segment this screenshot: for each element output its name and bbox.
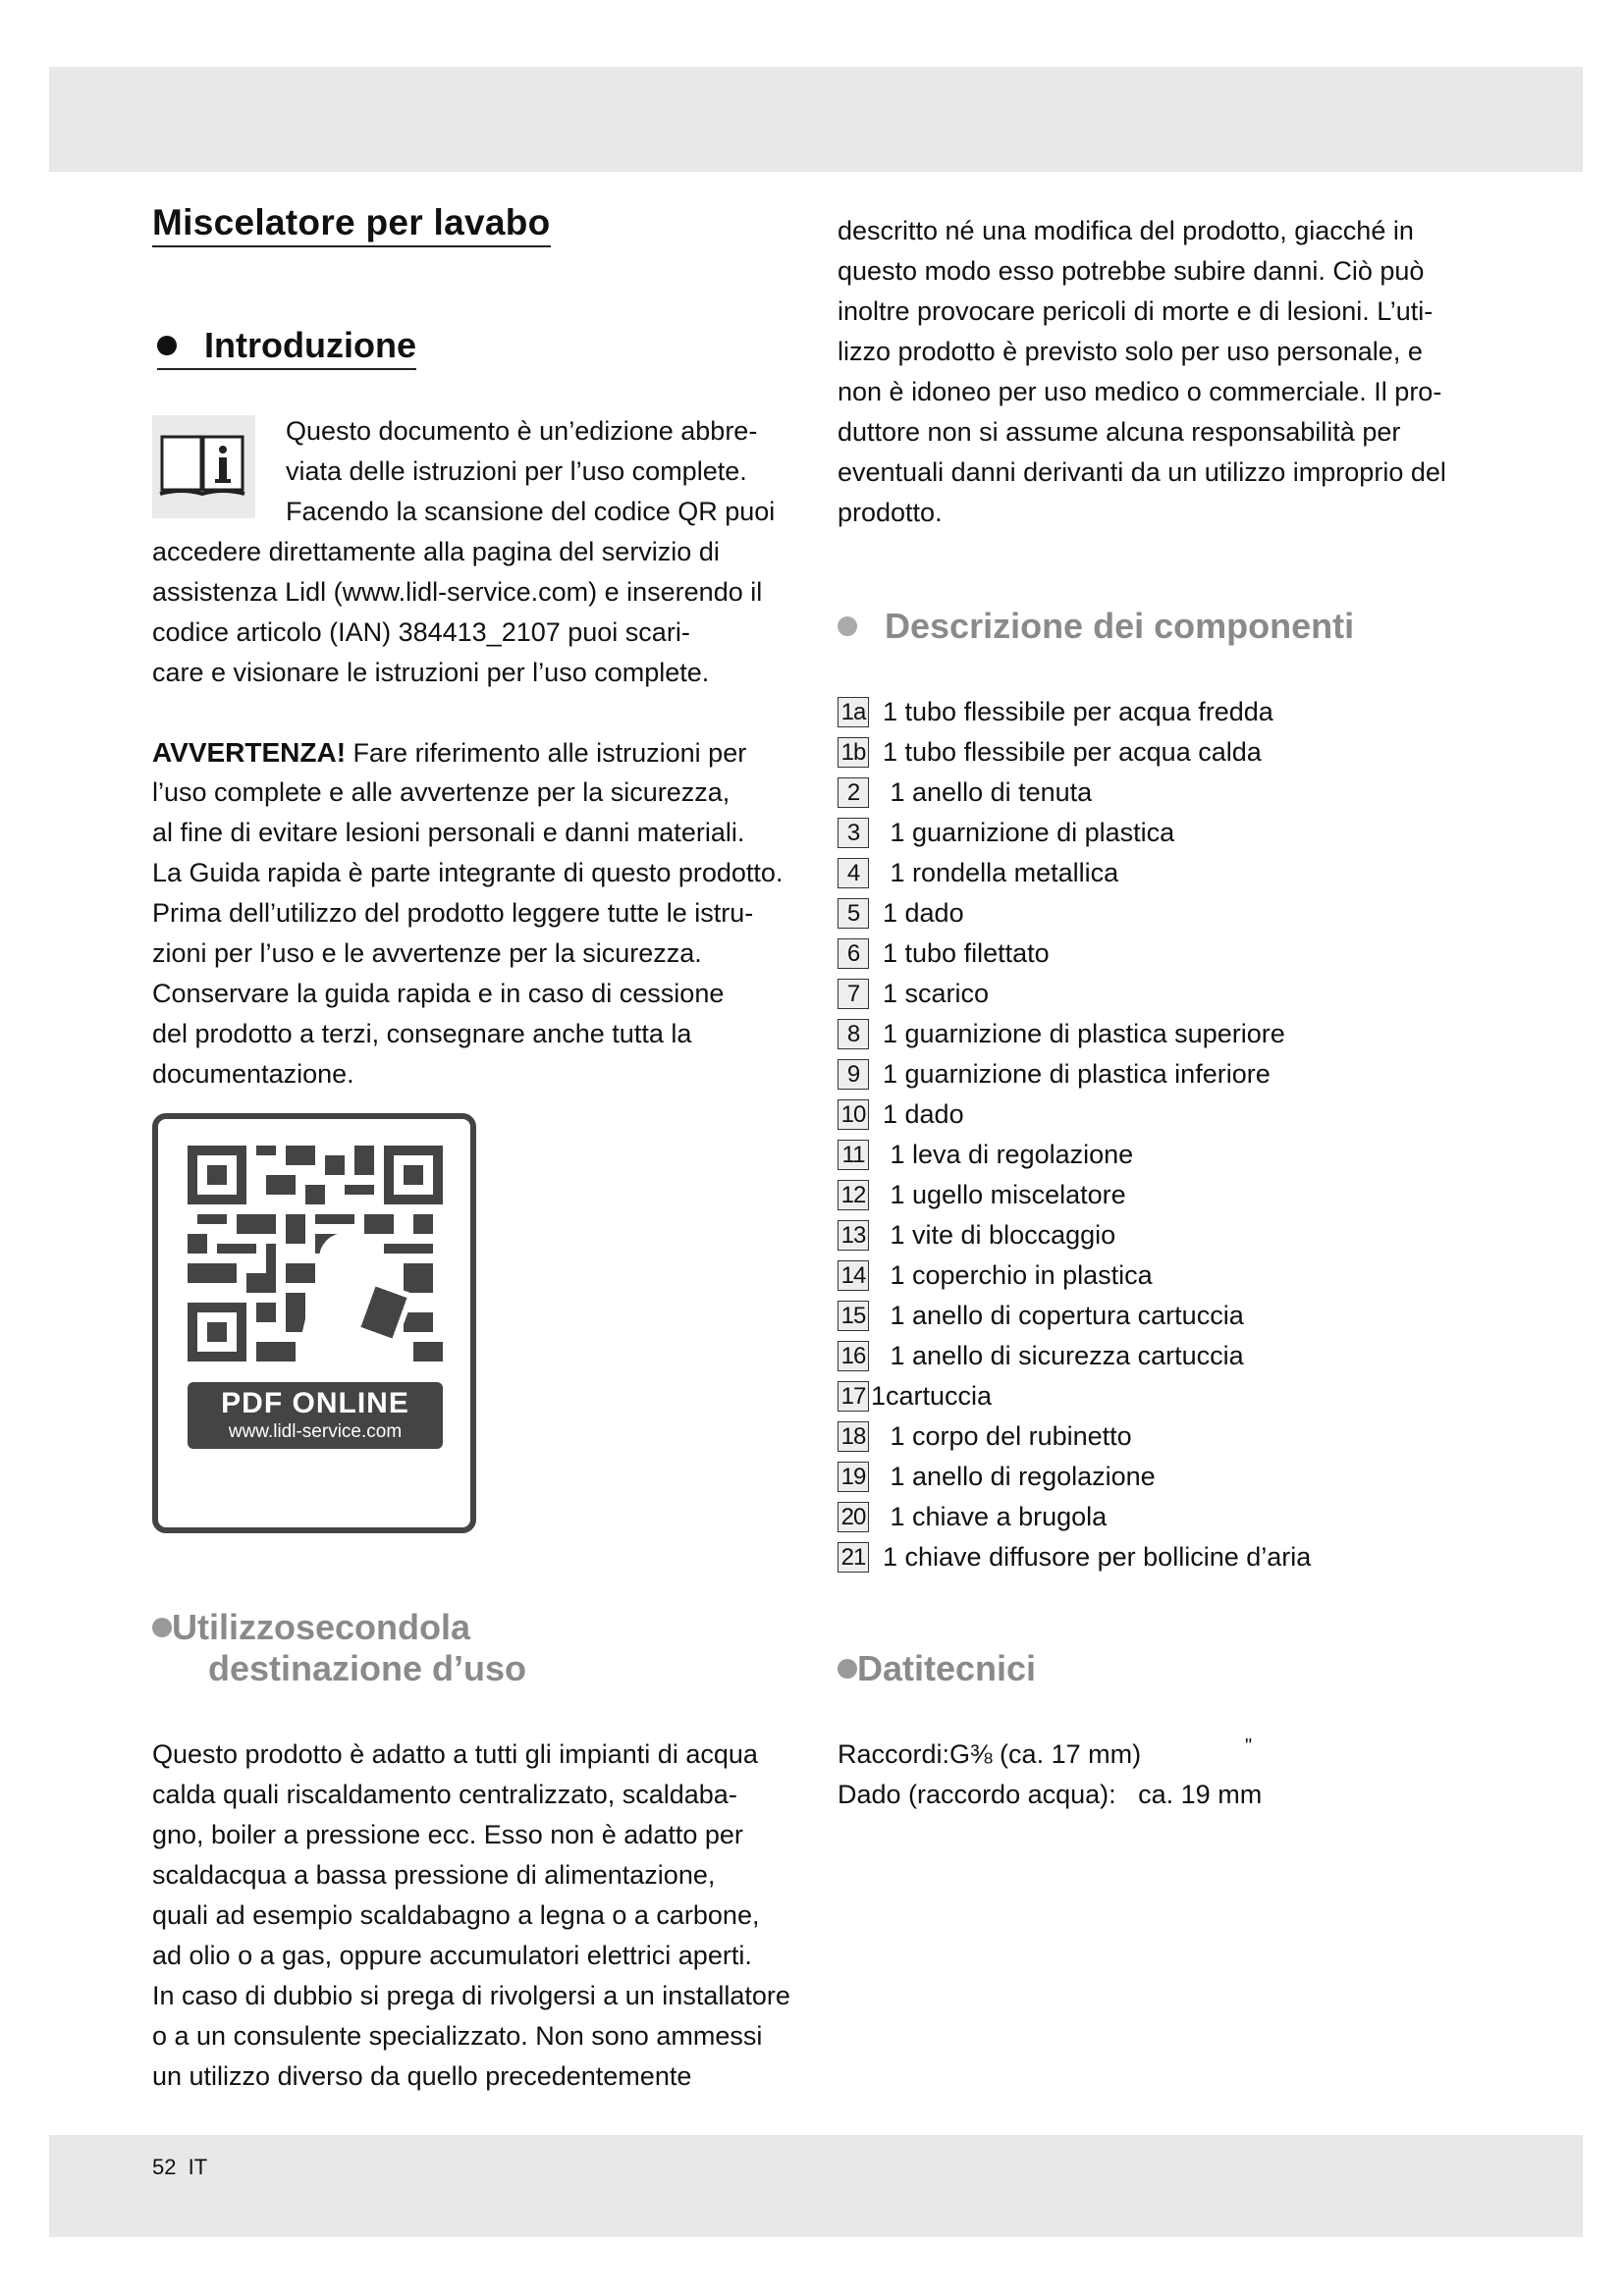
component-number: 8 xyxy=(838,1019,869,1049)
text-line: o a un consulente specializzato. Non sono ammessi xyxy=(152,2021,763,2051)
intro-paragraph xyxy=(152,411,775,693)
component-label: 1 anello di sicurezza cartuccia xyxy=(883,1341,1244,1370)
text-line: Facendo la scansione del codice QR puoi xyxy=(286,497,776,526)
spec-line xyxy=(838,1735,1427,1775)
component-label: 1 dado xyxy=(883,1099,964,1129)
component-number: 1a xyxy=(838,697,869,727)
text-line: questo modo esso potrebbe subire danni. Ciò può xyxy=(838,256,1425,286)
text-line: codice articolo (IAN) 384413_2107 puoi scari- xyxy=(152,617,690,647)
text-line: eventuali danni derivanti da un utilizzo improprio del xyxy=(838,457,1446,487)
component-label: 1 tubo flessibile per acqua calda xyxy=(883,737,1262,767)
component-number: 13 xyxy=(838,1220,869,1251)
pdf-online-label xyxy=(188,1382,443,1449)
component-label: 1 scarico xyxy=(883,979,990,1008)
component-item xyxy=(838,773,1311,813)
warning-label: AVVERTENZA! xyxy=(152,737,347,768)
usage-paragraph-continued xyxy=(838,211,1446,533)
component-item xyxy=(838,692,1311,732)
component-number: 5 xyxy=(838,898,869,929)
component-item xyxy=(838,1537,1311,1577)
component-number: 7 xyxy=(838,979,869,1009)
component-label: 1 vite di bloccaggio xyxy=(883,1220,1116,1250)
component-number: 14 xyxy=(838,1260,869,1291)
component-item xyxy=(838,1336,1311,1376)
page-footer xyxy=(152,2155,207,2180)
usage-paragraph xyxy=(152,1735,790,2097)
text: Fare riferimento alle istruzioni per xyxy=(346,738,747,768)
text-line: inoltre provocare pericoli di morte e di lesioni. L’uti- xyxy=(838,296,1434,326)
text-line xyxy=(152,732,783,773)
component-number: 11 xyxy=(838,1140,869,1170)
component-label: 1 tubo flessibile per acqua fredda xyxy=(883,697,1273,726)
component-item xyxy=(838,1376,1311,1416)
text-line: In caso di dubbio si prega di rivolgersi a un installatore xyxy=(152,1981,790,2010)
text-line: gno, boiler a pressione ecc. Esso non è adatto per xyxy=(152,1820,743,1849)
component-number: 17 xyxy=(838,1381,869,1412)
text-line: scaldacqua a bassa pressione di alimentazione, xyxy=(152,1860,716,1890)
text-line: lizzo prodotto è previsto solo per uso personale, e xyxy=(838,337,1423,366)
component-number: 9 xyxy=(838,1059,869,1090)
text-line: al fine di evitare lesioni personali e danni materiali. xyxy=(152,818,745,847)
section-heading-components xyxy=(838,606,1354,647)
component-item xyxy=(838,813,1311,853)
heading-line xyxy=(152,1607,470,1648)
bullet-icon xyxy=(838,1659,857,1679)
component-item xyxy=(838,1175,1311,1215)
component-label: 1 chiave a brugola xyxy=(883,1502,1108,1531)
component-number: 21 xyxy=(838,1542,869,1573)
text-line: documentazione. xyxy=(152,1059,354,1089)
text-line: accedere direttamente alla pagina del servizio di xyxy=(152,537,720,566)
spec-nut: Dado (raccordo acqua): ca. 19 mm xyxy=(838,1780,1263,1809)
text-line: descritto né una modifica del prodotto, giacché in xyxy=(838,216,1414,245)
text-line: La Guida rapida è parte integrante di questo prodotto. xyxy=(152,858,784,887)
qr-code-badge[interactable] xyxy=(152,1113,476,1533)
specs-list xyxy=(838,1735,1427,1815)
component-item xyxy=(838,732,1311,773)
text-line: un utilizzo diverso da quello precedentemente xyxy=(152,2061,692,2091)
component-number: 2 xyxy=(838,777,869,808)
spec-connections: Raccordi:G⅜ (ca. 17 mm) xyxy=(838,1739,1142,1769)
component-item xyxy=(838,893,1311,934)
section-heading-intro xyxy=(157,325,416,370)
text-line: del prodotto a terzi, consegnare anche tutta la xyxy=(152,1019,692,1048)
text-line: care e visionare le istruzioni per l’uso complete. xyxy=(152,658,710,687)
component-label: 1 guarnizione di plastica superiore xyxy=(883,1019,1285,1048)
component-item xyxy=(838,1497,1311,1537)
component-label: 1 corpo del rubinetto xyxy=(883,1421,1132,1451)
text-line: prodotto. xyxy=(838,498,943,527)
component-item xyxy=(838,1054,1311,1095)
heading-text: Utilizzosecondola xyxy=(172,1607,471,1647)
text-line: Prima dell’utilizzo del prodotto leggere tutte le istru- xyxy=(152,898,754,928)
component-label: 1 chiave diffusore per bollicine d’aria xyxy=(883,1542,1312,1572)
footer-band xyxy=(49,2135,1583,2237)
heading-text: destinazione d’uso xyxy=(208,1648,527,1688)
heading-text: Datitecnici xyxy=(857,1648,1037,1688)
bullet-icon xyxy=(157,336,177,355)
text-line: non è idoneo per uso medico o commerciale. Il pro- xyxy=(838,377,1442,406)
component-number: 20 xyxy=(838,1502,869,1532)
header-band xyxy=(49,67,1583,172)
text-line: quali ad esempio scaldabagno a legna o a carbone, xyxy=(152,1900,760,1930)
component-number: 6 xyxy=(838,938,869,969)
text-line: duttore non si assume alcuna responsabilità per xyxy=(838,417,1401,447)
heading-text: Descrizione dei componenti xyxy=(885,606,1355,646)
component-item xyxy=(838,1215,1311,1255)
bullet-icon xyxy=(838,616,857,636)
component-item xyxy=(838,1095,1311,1135)
badge-title: PDF ONLINE xyxy=(221,1387,409,1419)
component-item xyxy=(838,1457,1311,1497)
warning-paragraph xyxy=(152,732,783,1095)
component-number: 16 xyxy=(838,1341,869,1371)
text-line: assistenza Lidl (www.lidl-service.com) e inserendo il xyxy=(152,577,763,607)
component-item xyxy=(838,853,1311,893)
text-line: ad olio o a gas, oppure accumulatori elettrici aperti. xyxy=(152,1941,752,1970)
qr-code-icon xyxy=(188,1145,443,1362)
component-number: 1b xyxy=(838,737,869,768)
component-number: 12 xyxy=(838,1180,869,1210)
component-label: 1cartuccia xyxy=(871,1381,993,1411)
component-item xyxy=(838,974,1311,1014)
text-line: zioni per l’uso e le avvertenze per la sicurezza. xyxy=(152,938,702,968)
component-label: 1 leva di regolazione xyxy=(883,1140,1134,1169)
component-label: 1 anello di regolazione xyxy=(883,1462,1156,1491)
component-label: 1 coperchio in plastica xyxy=(883,1260,1153,1290)
page-title: Miscelatore per lavabo xyxy=(152,202,551,247)
component-label: 1 guarnizione di plastica inferiore xyxy=(883,1059,1271,1089)
component-label: 1 anello di copertura cartuccia xyxy=(883,1301,1244,1330)
component-number: 19 xyxy=(838,1462,869,1492)
component-number: 18 xyxy=(838,1421,869,1452)
component-number: 4 xyxy=(838,858,869,888)
component-label: 1 dado xyxy=(883,898,964,928)
component-label: 1 tubo filettato xyxy=(883,938,1050,968)
text-line: Questo documento è un’edizione abbre- xyxy=(286,416,758,446)
component-item xyxy=(838,1255,1311,1296)
page-number: 52 xyxy=(152,2155,177,2179)
component-number: 15 xyxy=(838,1301,869,1331)
components-list xyxy=(838,692,1311,1577)
text-line: Questo prodotto è adatto a tutti gli impianti di acqua xyxy=(152,1739,758,1769)
text-line: l’uso complete e alle avvertenze per la sicurezza, xyxy=(152,777,731,807)
text-line: viata delle istruzioni per l’uso complete. xyxy=(286,456,747,486)
component-label: 1 guarnizione di plastica xyxy=(883,818,1175,847)
text-line: Conservare la guida rapida e in caso di cessione xyxy=(152,979,725,1008)
section-heading-specs xyxy=(838,1648,1036,1689)
component-item xyxy=(838,1014,1311,1054)
component-label: 1 ugello miscelatore xyxy=(883,1180,1126,1209)
section-heading-usage xyxy=(152,1607,526,1689)
component-item xyxy=(838,1135,1311,1175)
component-label: 1 anello di tenuta xyxy=(883,777,1093,807)
inch-mark: " xyxy=(1245,1735,1253,1757)
bullet-icon xyxy=(152,1618,172,1637)
component-item xyxy=(838,934,1311,974)
component-label: 1 rondella metallica xyxy=(883,858,1119,887)
text-line: calda quali riscaldamento centralizzato, scaldaba- xyxy=(152,1780,737,1809)
component-item xyxy=(838,1416,1311,1457)
component-number: 10 xyxy=(838,1099,869,1130)
heading-text: Introduzione xyxy=(204,325,416,365)
language-code: IT xyxy=(188,2155,208,2179)
component-item xyxy=(838,1296,1311,1336)
component-number: 3 xyxy=(838,818,869,848)
badge-url[interactable]: www.lidl-service.com xyxy=(228,1421,403,1442)
